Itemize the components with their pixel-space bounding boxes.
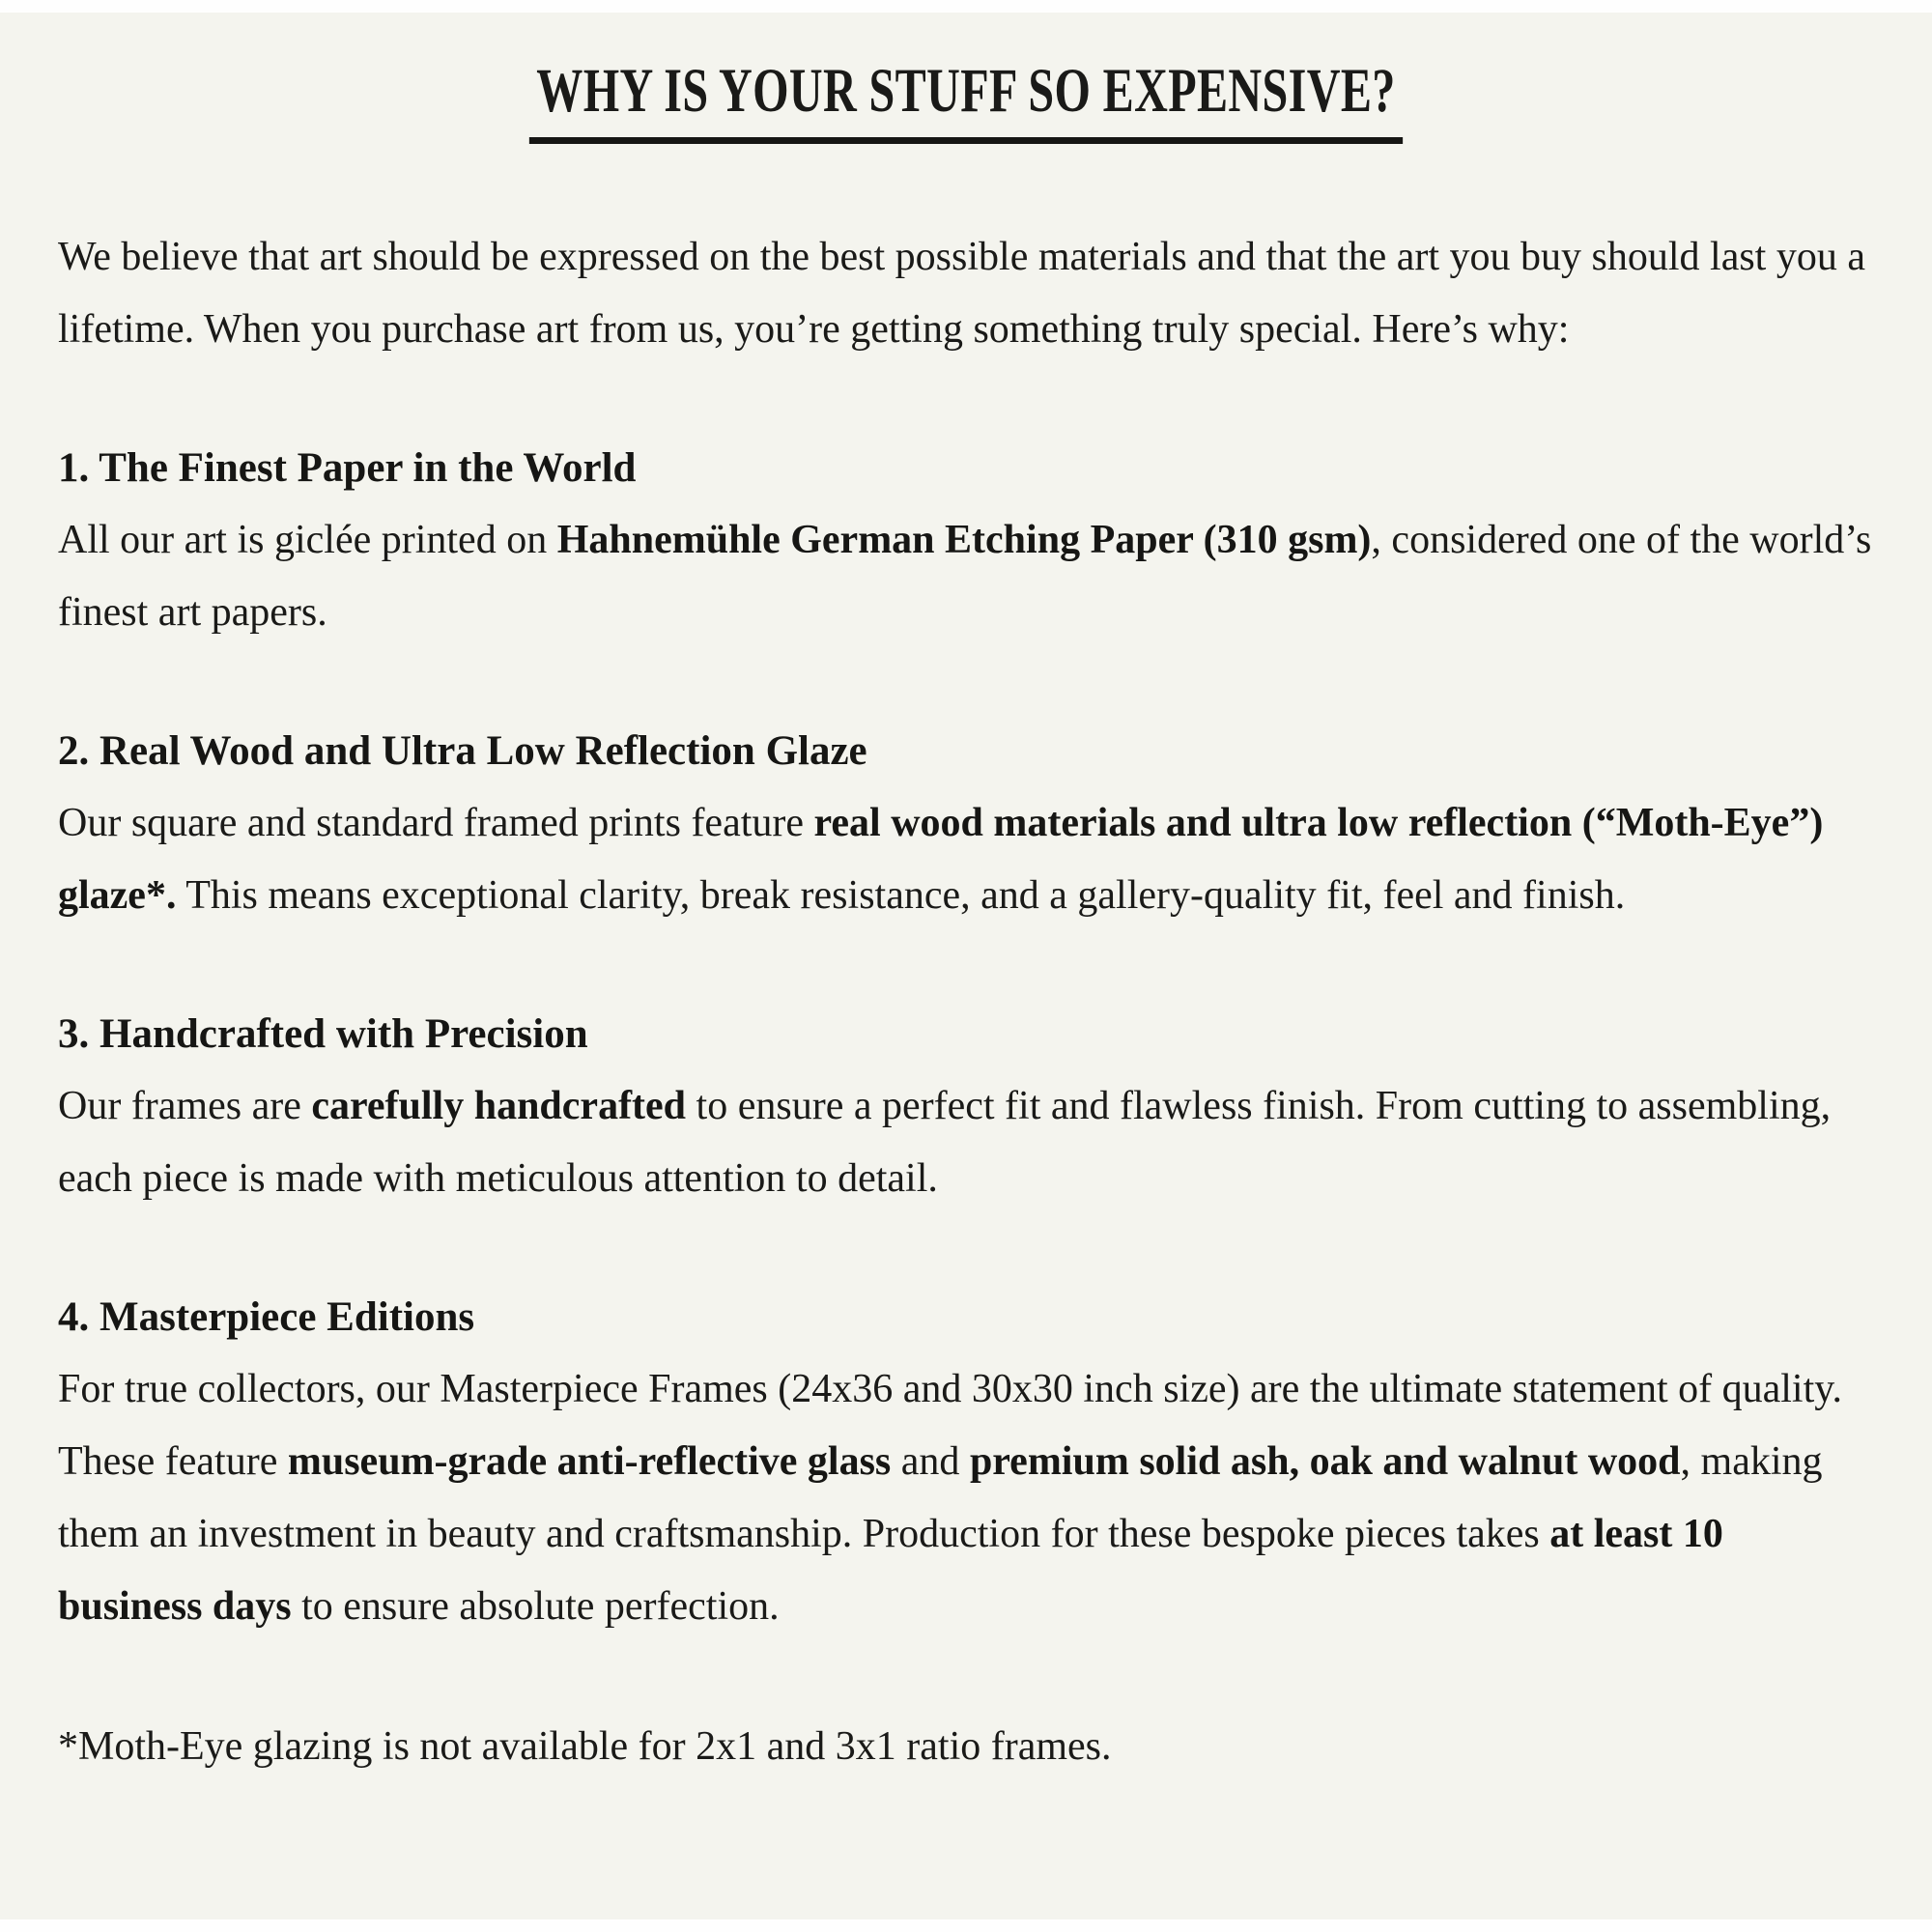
body-text: , making them an investment in beauty and craftsmanship. Production for these bespoke pieces takes — [58, 1438, 1823, 1556]
body-text: All our art is giclée printed on — [58, 517, 557, 562]
page-bottom-edge — [0, 1919, 1932, 1932]
body-text: This means exceptional clarity, break resistance, and a gallery-quality fit, feel and finish. — [176, 872, 1626, 918]
section-body-wood-and-glaze — [58, 787, 1874, 932]
footnote-moth-eye — [58, 1711, 1874, 1783]
emphasized-text: premium solid ash, oak and walnut wood — [969, 1438, 1681, 1484]
body-text: For true collectors, our Masterpiece Frames (24x36 and 30x30 inch size) are the ultimate statement of quality. These feature — [58, 1366, 1843, 1484]
emphasized-text: Hahnemühle German Etching Paper (310 gsm) — [556, 517, 1372, 562]
section-masterpiece-editions — [58, 1281, 1874, 1643]
section-heading-masterpiece-editions: 4. Masterpiece Editions — [58, 1293, 475, 1340]
page-title-text: WHY IS YOUR STUFF SO EXPENSIVE? — [529, 55, 1403, 144]
emphasized-text: real wood materials and ultra low reflection (“Moth-Eye”) glaze*. — [58, 800, 1824, 918]
page-title — [58, 55, 1874, 144]
section-wood-and-glaze — [58, 715, 1874, 932]
emphasized-text: museum-grade anti-reflective glass — [287, 1438, 892, 1484]
body-text: to ensure a perfect fit and flawless finish. From cutting to assembling, each piece is made with meticulous attention to detail. — [58, 1083, 1832, 1201]
section-heading-wood-and-glaze: 2. Real Wood and Ultra Low Reflection Glaze — [58, 727, 867, 774]
section-handcrafted — [58, 998, 1874, 1215]
body-text: Our frames are — [58, 1083, 312, 1128]
page-top-edge — [0, 0, 1932, 13]
section-body-masterpiece-editions — [58, 1353, 1874, 1643]
section-body-handcrafted — [58, 1070, 1874, 1215]
section-heading-finest-paper: 1. The Finest Paper in the World — [58, 444, 637, 491]
emphasized-text: at least 10 business days — [58, 1511, 1723, 1629]
section-finest-paper — [58, 432, 1874, 649]
section-heading-handcrafted: 3. Handcrafted with Precision — [58, 1010, 588, 1057]
body-text: *Moth-Eye glazing is not available for 2x1 and 3x1 ratio frames. — [58, 1723, 1112, 1769]
body-text: and — [891, 1438, 970, 1484]
body-text: Our square and standard framed prints feature — [58, 800, 814, 845]
section-body-finest-paper — [58, 504, 1874, 649]
body-text: , considered one of the world’s finest art papers. — [58, 517, 1872, 635]
body-text: We believe that art should be expressed on the best possible materials and that the art you buy should last you a lifetime. When you purchase art from us, you’re getting something truly special. Here’s why: — [58, 234, 1865, 352]
emphasized-text: carefully handcrafted — [311, 1083, 687, 1128]
intro-paragraph — [58, 221, 1874, 366]
body-text: to ensure absolute perfection. — [291, 1583, 780, 1629]
